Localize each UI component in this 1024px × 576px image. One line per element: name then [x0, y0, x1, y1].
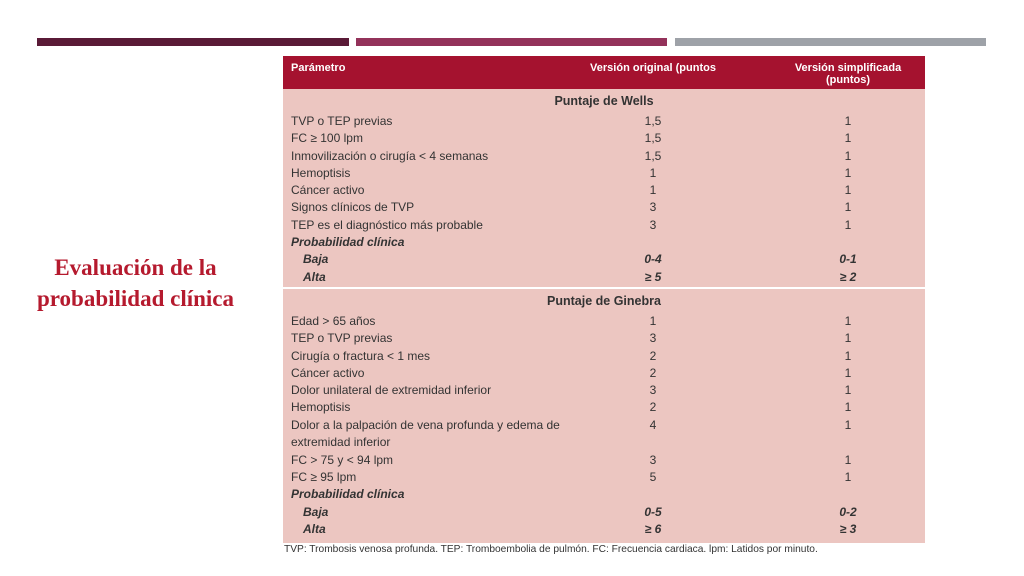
cell-param: Hemoptisis: [291, 165, 351, 180]
cell-original: 5: [649, 470, 657, 485]
cell-original: 1: [649, 183, 657, 198]
slide-title-line2: probabilidad clínica: [36, 286, 235, 311]
cell-original: 3: [649, 331, 657, 346]
probability-label: Probabilidad clínica: [291, 487, 405, 502]
cell-param: Edad > 65 años: [291, 313, 376, 328]
scoring-table: [283, 56, 925, 543]
header-version-original: Versión original (puntos: [590, 62, 716, 74]
cell-simplified: 1: [844, 331, 852, 346]
table-row: [283, 148, 925, 165]
cell-param: Hemoptisis: [291, 400, 351, 415]
cell-original: 2: [649, 365, 657, 380]
header-parametro: Parámetro: [291, 62, 346, 74]
result-original: ≥ 5: [644, 269, 662, 284]
cell-param: TEP es el diagnóstico más probable: [291, 217, 483, 232]
result-original: 0-4: [644, 252, 662, 267]
table-row: [283, 217, 925, 234]
cell-simplified: 1: [844, 148, 852, 163]
table-row: [283, 365, 925, 382]
table-row: [283, 469, 925, 486]
cell-original: 3: [649, 217, 657, 232]
slide-title-line1: Evaluación de la: [54, 255, 217, 280]
table-row: [283, 417, 925, 452]
cell-simplified: 1: [844, 131, 852, 146]
cell-simplified: 1: [844, 313, 852, 328]
section-title-geneva: Puntaje de Ginebra: [547, 293, 661, 308]
table-footnote: TVP: Trombosis venosa profunda. TEP: Tromboembolia de pulmón. FC: Frecuencia cardiaca. lpm: Latidos por minuto.: [284, 544, 818, 555]
result-row: [283, 521, 925, 538]
cell-simplified: 1: [844, 114, 852, 128]
cell-simplified: 1: [844, 417, 852, 432]
result-label: Alta: [303, 269, 326, 284]
cell-param: Signos clínicos de TVP: [291, 200, 415, 215]
slide-title: [0, 252, 271, 314]
result-row: [283, 504, 925, 521]
cell-param: Inmovilización o cirugía < 4 semanas: [291, 148, 489, 163]
cell-simplified: 1: [844, 348, 852, 363]
result-label: Baja: [303, 252, 329, 267]
table-header: [283, 56, 925, 89]
cell-param: TEP o TVP previas: [291, 331, 393, 346]
cell-original: 1,5: [644, 131, 662, 146]
cell-simplified: 1: [844, 183, 852, 198]
result-simplified: 0-2: [839, 504, 857, 519]
cell-original: 1: [649, 165, 657, 180]
cell-original: 2: [649, 348, 657, 363]
decor-bar-dark: [37, 38, 349, 46]
header-version-simplificada: Versión simplificada (puntos): [794, 62, 902, 86]
cell-original: 3: [649, 452, 657, 467]
cell-simplified: 1: [844, 217, 852, 232]
table-row: [283, 382, 925, 399]
table-row: [283, 199, 925, 216]
decor-bar-magenta: [356, 38, 667, 46]
cell-simplified: 1: [844, 200, 852, 215]
result-row: [283, 269, 925, 286]
cell-param: Cáncer activo: [291, 365, 365, 380]
probability-label: Probabilidad clínica: [291, 235, 405, 250]
cell-simplified: 1: [844, 470, 852, 485]
table-row: [283, 348, 925, 365]
cell-param: FC ≥ 95 lpm: [291, 470, 357, 485]
table-row: [283, 165, 925, 182]
result-simplified: ≥ 3: [839, 521, 857, 536]
cell-original: 1,5: [644, 148, 662, 163]
decor-bar-gray: [675, 38, 986, 46]
cell-original: 3: [649, 200, 657, 215]
cell-simplified: 1: [844, 452, 852, 467]
cell-original: 2: [649, 400, 657, 415]
cell-param: FC > 75 y < 94 lpm: [291, 452, 394, 467]
cell-simplified: 1: [844, 383, 852, 398]
table-row: [283, 313, 925, 330]
cell-param: TVP o TEP previas: [291, 114, 393, 128]
cell-param: Cirugía o fractura < 1 mes: [291, 348, 431, 363]
cell-param: Dolor a la palpación de vena profunda y edema de extremidad inferior: [291, 417, 560, 450]
cell-simplified: 1: [844, 165, 852, 180]
result-simplified: 0-1: [839, 252, 857, 267]
probability-subheader: [283, 234, 925, 251]
cell-original: 1,5: [644, 114, 662, 128]
cell-original: 4: [649, 417, 657, 432]
table-row: [283, 130, 925, 147]
cell-simplified: 1: [844, 365, 852, 380]
table-row: [283, 330, 925, 347]
cell-param: FC ≥ 100 lpm: [291, 131, 363, 146]
result-simplified: ≥ 2: [839, 269, 857, 284]
result-original: 0-5: [644, 504, 662, 519]
table-row: [283, 182, 925, 199]
cell-param: Dolor unilateral de extremidad inferior: [291, 383, 492, 398]
result-label: Alta: [303, 521, 326, 536]
cell-simplified: 1: [844, 400, 852, 415]
result-row: [283, 251, 925, 268]
result-original: ≥ 6: [644, 521, 662, 536]
section-title-wells: Puntaje de Wells: [554, 94, 654, 108]
cell-original: 3: [649, 383, 657, 398]
table-row: [283, 399, 925, 416]
result-label: Baja: [303, 504, 329, 519]
table-row: [283, 113, 925, 130]
cell-param: Cáncer activo: [291, 183, 365, 198]
table-row: [283, 452, 925, 469]
probability-subheader: [283, 486, 925, 503]
cell-original: 1: [649, 313, 657, 328]
